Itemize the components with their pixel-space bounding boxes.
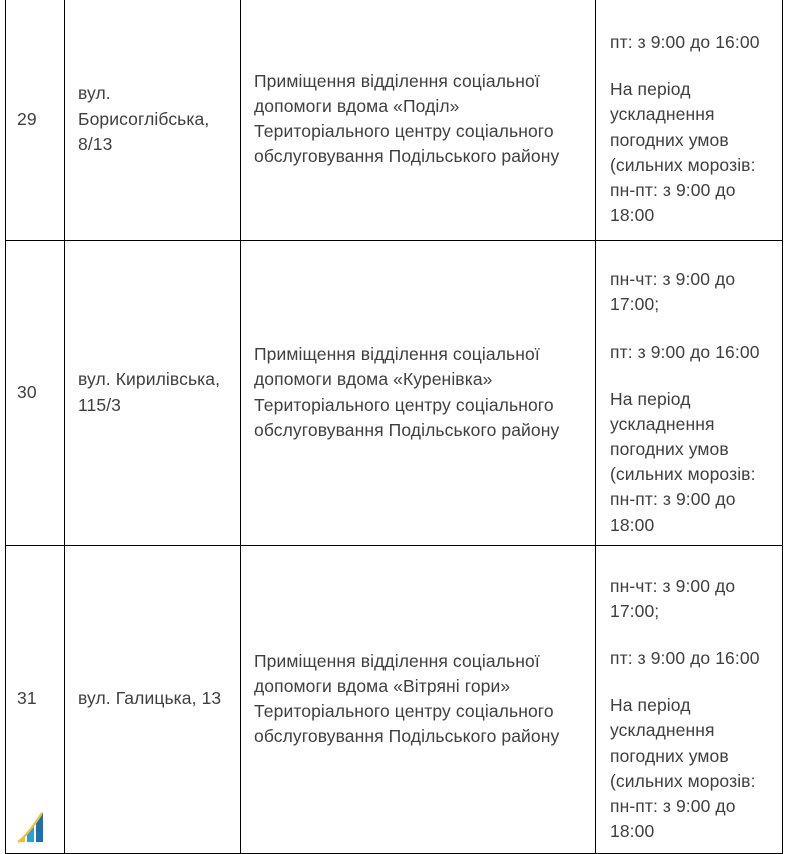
schedule-text [596, 4, 782, 234]
address-text: вул. Кирилівська, 115/3 [78, 369, 221, 415]
schedule-line: пт: з 9:00 до 16:00 [610, 32, 760, 53]
address-text: вул. Галицька, 13 [78, 688, 222, 709]
address-cell [65, 545, 241, 853]
schedule-spacer [610, 55, 776, 77]
row-number-cell [6, 545, 65, 853]
schedule-line: На період ускладнення погодних умов (сильних морозів: пн-пт: з 9:00 до 18:00 [610, 695, 756, 842]
description-cell [241, 545, 596, 853]
address-text: вул. Борисоглібська, 8/13 [78, 83, 210, 154]
schedule-spacer [610, 365, 776, 387]
schedule-line: На період ускладнення погодних умов (сильних морозів: пн-пт: з 9:00 до 18:00 [610, 388, 756, 535]
schedule-spacer [610, 318, 776, 340]
address-cell [65, 240, 241, 545]
row-number: 31 [17, 688, 37, 709]
description-cell [241, 0, 596, 240]
description-cell [241, 240, 596, 545]
schedule-spacer [610, 671, 776, 693]
address-cell [65, 0, 241, 240]
schedule-line: пн-чт: з 9:00 до 17:00; [610, 269, 736, 315]
schedule-text [596, 241, 782, 544]
description-text: Приміщення відділення соціальної допомоги вдома «Поділ» Територіального центру соціального обслуговування Подільського району [254, 70, 560, 167]
row-number: 29 [17, 108, 37, 129]
schedule-cell [596, 545, 783, 853]
schedule-spacer [610, 624, 776, 646]
table-row [6, 0, 783, 240]
schedule-line: пт: з 9:00 до 16:00 [610, 648, 760, 669]
schedule-line: пт: з 9:00 до 16:00 [610, 341, 760, 362]
row-number-cell [6, 240, 65, 545]
description-text: Приміщення відділення соціальної допомоги вдома «Вітряні гори» Територіального центру соціального обслуговування Подільського району [254, 650, 560, 747]
schedule-line: пн-чт: з 9:00 до 17:00; [610, 575, 736, 621]
facilities-table [5, 0, 783, 854]
description-text: Приміщення відділення соціальної допомоги вдома «Куренівка» Територіального центру соціального обслуговування Подільського району [254, 344, 560, 440]
table-row [6, 240, 783, 545]
table-row [6, 545, 783, 853]
schedule-line: На період ускладнення погодних умов (сильних морозів: пн-пт: з 9:00 до 18:00 [610, 79, 756, 226]
row-number-cell [6, 0, 65, 240]
schedule-cell [596, 240, 783, 545]
table-body [6, 0, 783, 853]
row-number: 30 [17, 381, 37, 402]
schedule-cell [596, 0, 783, 240]
schedule-text [596, 548, 782, 851]
